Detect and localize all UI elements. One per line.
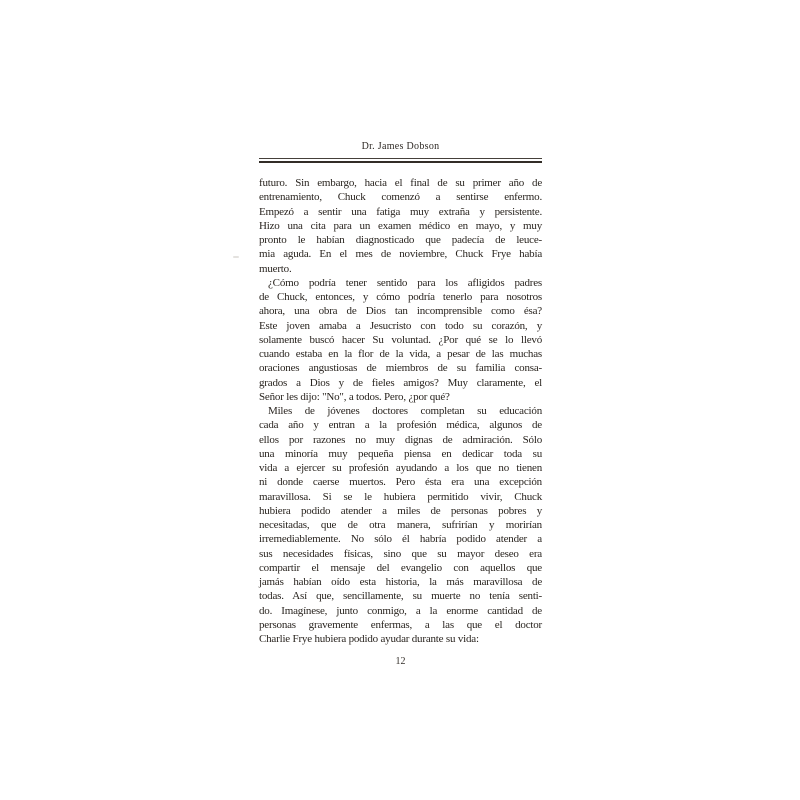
page-number: 12 xyxy=(395,656,406,668)
text-line: cada año y entran a la profesión médica, algunos de xyxy=(259,419,542,432)
page-scan xyxy=(259,141,542,668)
text-line: oraciones angustiosas de miembros de su familia consa- xyxy=(259,362,542,375)
text-line: grados a Dios y de fieles amigos? Muy claramente, el xyxy=(259,376,542,389)
page-body xyxy=(259,176,542,646)
scan-smudge-artifact xyxy=(233,256,239,258)
text-line: Empezó a sentir una fatiga muy extraña y persistente. xyxy=(259,205,542,218)
text-line: muerto. xyxy=(259,262,292,275)
text-line: Señor les dijo: "No", a todos. Pero, ¿por qué? xyxy=(259,390,450,403)
text-line: todas. Así que, sencillamente, su muerte no tenía senti- xyxy=(259,590,542,603)
text-line: ahora, una obra de Dios tan incomprensible como ésa? xyxy=(259,305,542,318)
text-line: Hizo una cita para un examen médico en mayo, y muy xyxy=(259,219,542,232)
text-line: compartir el mensaje del evangelio con aquellos que xyxy=(259,561,542,574)
text-line: Miles de jóvenes doctores completan su educación xyxy=(268,405,542,417)
text-line: do. Imagínese, junto conmigo, a la enorme cantidad de xyxy=(259,604,542,617)
text-line: hubiera podido atender a miles de personas pobres y xyxy=(259,504,542,517)
text-line: irremediablemente. No sólo él habría podido atender a xyxy=(259,533,542,546)
text-line: necesitadas, que de otra manera, sufrirían y morirían xyxy=(259,519,542,531)
text-line: Este joven amaba a Jesucristo con todo su corazón, y xyxy=(259,319,542,332)
text-line: ni donde caerse muertos. Pero ésta era una excepción xyxy=(259,476,542,489)
text-line: mia aguda. En el mes de noviembre, Chuck Frye había xyxy=(259,248,542,261)
text-line: maravillosa. Si se le hubiera permitido vivir, Chuck xyxy=(259,490,542,503)
text-line: vida a ejercer su profesión ayudando a los que no tienen xyxy=(259,462,542,474)
text-line: ¿Cómo podría tener sentido para los afligidos padres xyxy=(268,276,542,289)
header-rule xyxy=(259,158,542,163)
text-line: jamás habían oído esta historia, la más maravillosa de xyxy=(259,576,542,588)
text-line: personas gravemente enfermas, a las que el doctor xyxy=(259,618,542,631)
running-header: Dr. James Dobson xyxy=(361,141,440,152)
text-line: futuro. Sin embargo, hacia el final de su primer año de xyxy=(259,177,542,189)
text-line: Charlie Frye hubiera podido ayudar durante su vida: xyxy=(259,633,479,645)
text-line: cuando estaba en la flor de la vida, a pesar de las muchas xyxy=(259,348,542,360)
text-line: una minoría muy pequeña piensa en dedicar toda su xyxy=(259,447,542,460)
text-line: entrenamiento, Chuck comenzó a sentirse enfermo. xyxy=(259,191,542,204)
text-line: pronto le habían diagnosticado que padecía de leuce- xyxy=(259,234,542,246)
text-line: ellos por razones no muy dignas de admiración. Sólo xyxy=(259,433,542,446)
text-line: de Chuck, entonces, y cómo podría tenerlo para nosotros xyxy=(259,291,542,303)
text-line: solamente buscó hacer Su voluntad. ¿Por qué se lo llevó xyxy=(259,333,542,346)
text-line: sus necesidades físicas, sino que su mayor deseo era xyxy=(259,547,542,560)
